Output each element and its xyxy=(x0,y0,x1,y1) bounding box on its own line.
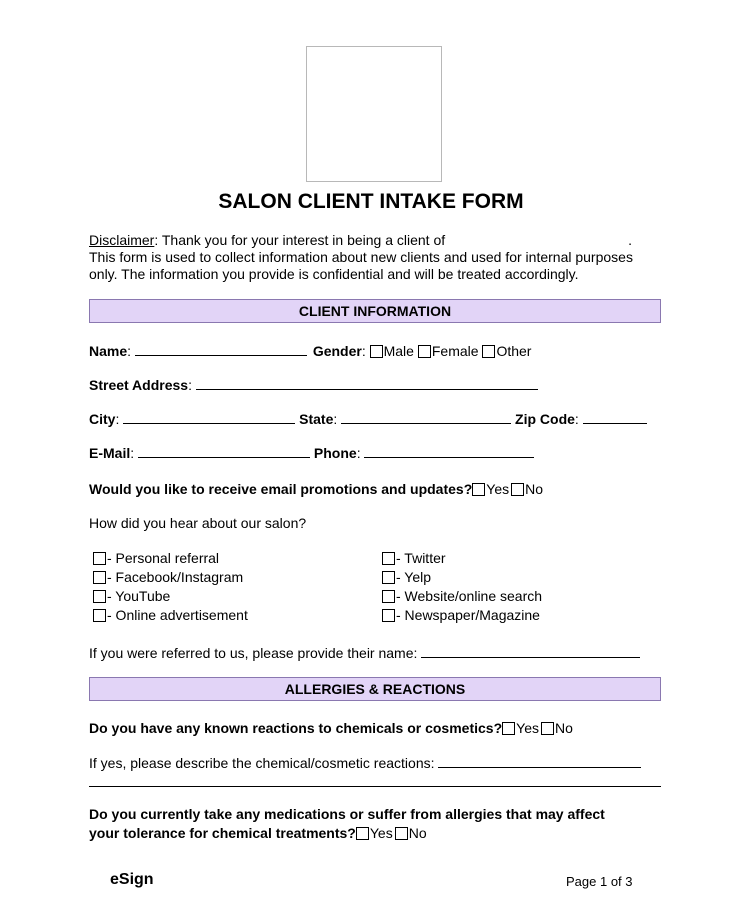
medications-yes-label: Yes xyxy=(369,825,393,841)
section-allergies-reactions: ALLERGIES & REACTIONS xyxy=(89,677,661,701)
disclaimer-label: Disclaimer xyxy=(89,232,155,248)
disclaimer-line2: This form is used to collect information about new clients and used for internal purposes xyxy=(89,249,633,265)
source-website-search[interactable]: - Website/online search xyxy=(382,587,542,606)
state-label: State xyxy=(299,411,334,427)
source-facebook-instagram[interactable]: - Facebook/Instagram xyxy=(93,568,248,587)
gender-male-label: Male xyxy=(383,343,414,359)
disclaimer-paragraph xyxy=(89,232,669,283)
medications-no-checkbox[interactable] xyxy=(395,827,408,840)
source-online-advertisement[interactable]: - Online advertisement xyxy=(93,606,248,625)
source-newspaper-magazine[interactable]: - Newspaper/Magazine xyxy=(382,606,542,625)
promo-question: Would you like to receive email promotions and updates? xyxy=(89,481,473,497)
phone-label: Phone xyxy=(313,445,357,461)
city-state-zip-row: City: State: Zip Code: xyxy=(89,409,647,429)
page-number: Page 1 of 3 xyxy=(566,874,633,889)
street-field[interactable] xyxy=(196,375,538,390)
source-youtube[interactable]: - YouTube xyxy=(93,587,248,606)
reaction-yes-checkbox[interactable] xyxy=(502,722,515,735)
email-phone-row: E-Mail: Phone: xyxy=(89,443,534,463)
reaction-no-label: No xyxy=(554,720,573,736)
city-field[interactable] xyxy=(123,409,295,424)
source-checkbox[interactable] xyxy=(382,571,395,584)
source-checkbox[interactable] xyxy=(93,571,106,584)
zip-label: Zip Code xyxy=(515,411,575,427)
medications-no-label: No xyxy=(408,825,427,841)
chemical-reaction-row xyxy=(89,718,573,738)
page-title: SALON CLIENT INTAKE FORM xyxy=(218,190,524,213)
medications-question-line1: Do you currently take any medications or suffer from allergies that may affect xyxy=(89,806,605,822)
referred-name-field[interactable] xyxy=(421,643,640,658)
referred-row xyxy=(89,643,640,663)
logo-placeholder xyxy=(306,46,442,182)
source-checkbox[interactable] xyxy=(93,609,106,622)
reaction-no-checkbox[interactable] xyxy=(541,722,554,735)
medications-yes-checkbox[interactable] xyxy=(356,827,369,840)
medications-row-1 xyxy=(89,804,605,824)
gender-female-checkbox[interactable] xyxy=(418,345,431,358)
esign-logo: eSign xyxy=(110,871,154,888)
gender-label: Gender xyxy=(312,343,362,359)
source-checkbox[interactable] xyxy=(382,609,395,622)
city-label: City xyxy=(89,411,116,427)
promo-yes-checkbox[interactable] xyxy=(472,483,485,496)
promo-no-label: No xyxy=(525,481,544,497)
disclaimer-line1-end: . xyxy=(628,232,633,248)
source-checkbox[interactable] xyxy=(382,552,395,565)
zip-field[interactable] xyxy=(583,409,647,424)
describe-field[interactable] xyxy=(438,753,641,768)
medications-question-line2: your tolerance for chemical treatments? xyxy=(89,825,356,841)
disclaimer-line3: only. The information you provide is confidential and will be treated accordingly. xyxy=(89,266,579,282)
gender-other-checkbox[interactable] xyxy=(482,345,495,358)
medications-row-2 xyxy=(89,823,427,843)
describe-field-line2[interactable] xyxy=(89,786,661,787)
describe-label: If yes, please describe the chemical/cosmetic reactions: xyxy=(89,755,435,771)
source-checkbox[interactable] xyxy=(93,552,106,565)
state-field[interactable] xyxy=(341,409,511,424)
source-personal-referral[interactable]: - Personal referral xyxy=(93,549,248,568)
section-client-information: CLIENT INFORMATION xyxy=(89,299,661,323)
disclaimer-line1: : Thank you for your interest in being a client of xyxy=(154,232,446,248)
sources-left-list xyxy=(93,549,248,625)
name-gender-row: Name: Gender: Male Female Other xyxy=(89,343,532,359)
hear-question: How did you hear about our salon? xyxy=(89,515,307,531)
referred-label: If you were referred to us, please provide their name: xyxy=(89,645,418,661)
gender-female-label: Female xyxy=(431,343,479,359)
sources-right-list xyxy=(382,549,542,625)
email-label: E-Mail xyxy=(89,445,131,461)
street-label: Street Address xyxy=(89,377,189,393)
gender-male-checkbox[interactable] xyxy=(370,345,383,358)
promo-yes-label: Yes xyxy=(486,481,510,497)
promo-row xyxy=(89,479,543,499)
name-label: Name xyxy=(89,343,128,359)
street-row: Street Address: xyxy=(89,375,538,395)
source-checkbox[interactable] xyxy=(382,590,395,603)
phone-field[interactable] xyxy=(364,443,534,458)
source-twitter[interactable]: - Twitter xyxy=(382,549,542,568)
email-field[interactable] xyxy=(138,443,310,458)
reaction-yes-label: Yes xyxy=(516,720,539,736)
source-checkbox[interactable] xyxy=(93,590,106,603)
gender-other-label: Other xyxy=(496,343,532,359)
source-yelp[interactable]: - Yelp xyxy=(382,568,542,587)
promo-no-checkbox[interactable] xyxy=(511,483,524,496)
describe-row xyxy=(89,753,641,773)
chemical-reaction-question: Do you have any known reactions to chemicals or cosmetics? xyxy=(89,720,503,736)
name-field[interactable] xyxy=(135,341,307,356)
